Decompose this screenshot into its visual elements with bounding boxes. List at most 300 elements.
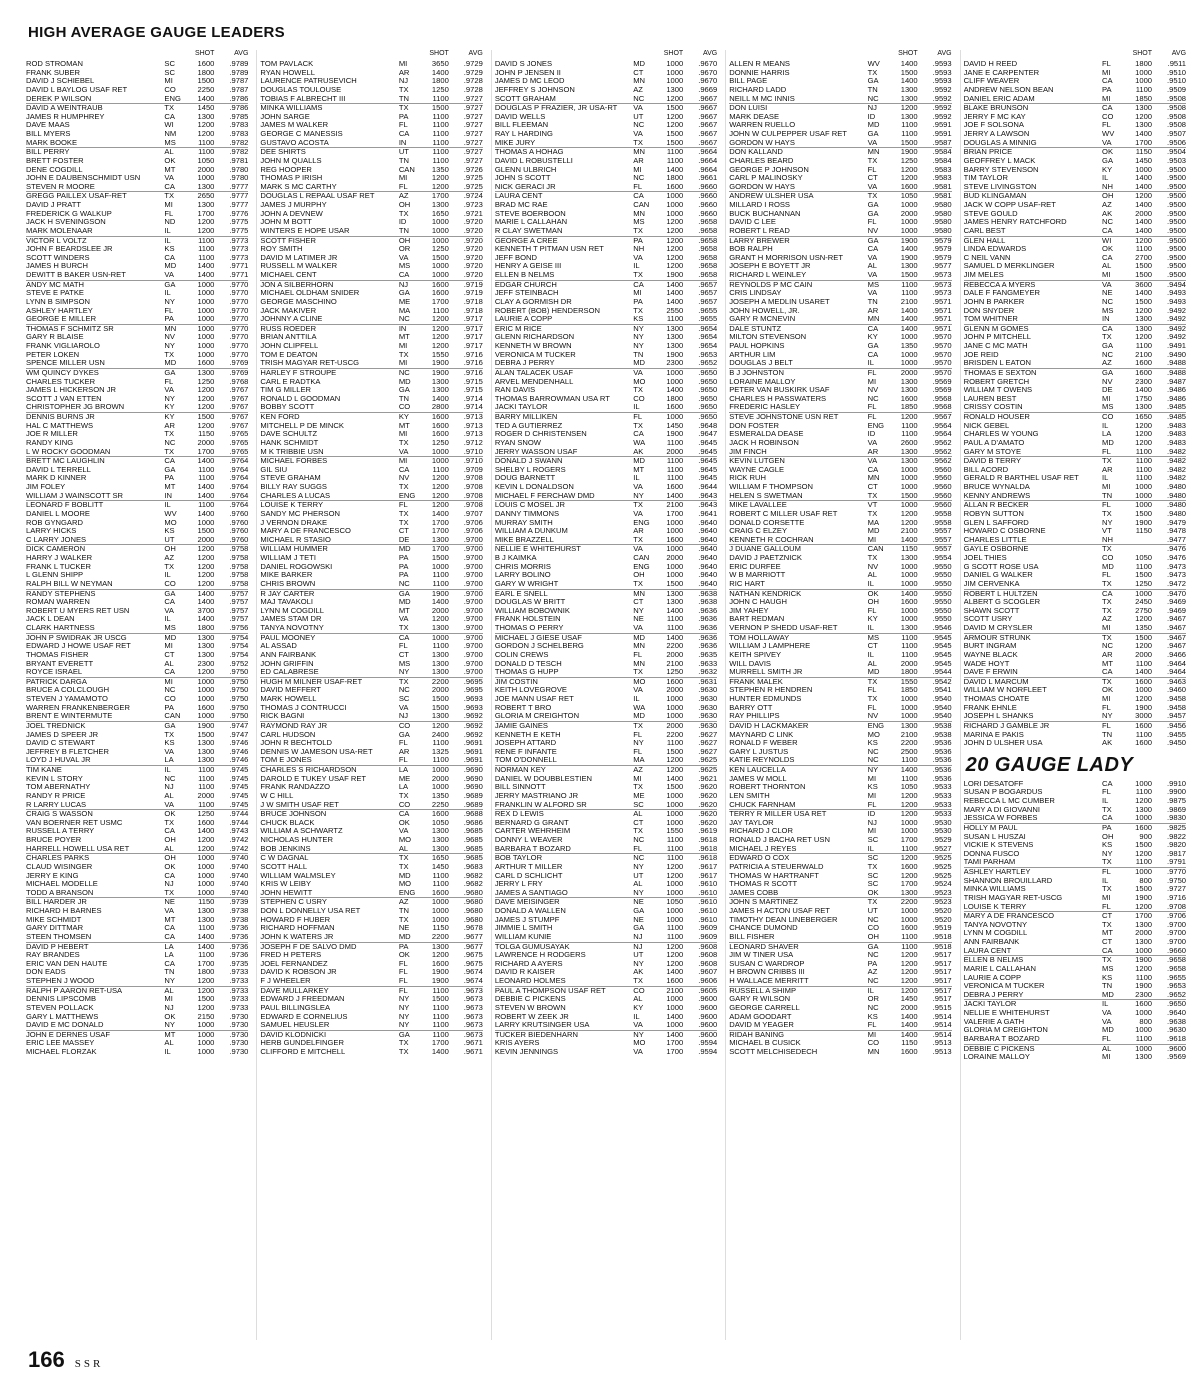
shot-count: 1200 — [431, 720, 449, 730]
average: .9693 — [463, 702, 483, 712]
state: VA — [164, 605, 174, 615]
shot-count: 1700 — [431, 544, 449, 554]
average: .9583 — [932, 164, 952, 174]
shooter-name: H WALLACE MERRITT — [729, 977, 809, 985]
shooter-name: VAN BOERNER RET USMC — [26, 818, 123, 827]
shooter-name: CRIS LINDSAY — [729, 289, 782, 298]
shot-count: 1200 — [1135, 305, 1153, 315]
table-row — [260, 827, 482, 836]
state: AR — [867, 305, 879, 315]
shot-count: 1000 — [900, 614, 918, 624]
shot-count: 1000 — [1135, 778, 1153, 788]
shot-count: 1100 — [1135, 972, 1153, 982]
shot-count: 1000 — [900, 702, 918, 712]
average: .9643 — [698, 500, 718, 510]
shooter-name: HUNTER EDMUNDS — [729, 695, 802, 703]
shot-count: 1450 — [666, 420, 684, 430]
average: .9770 — [229, 314, 249, 324]
state: NC — [867, 755, 879, 765]
state: GA — [867, 235, 879, 245]
table-row — [26, 289, 248, 298]
state: OH — [164, 835, 176, 844]
average: .9730 — [229, 1029, 249, 1039]
table-row — [260, 960, 482, 969]
table-row — [260, 307, 482, 316]
state: MT — [164, 164, 176, 174]
table-row — [729, 695, 951, 704]
state: MD — [164, 358, 177, 368]
table-row — [26, 174, 248, 183]
average: .9620 — [698, 817, 718, 827]
shot-count: 1000 — [197, 1020, 215, 1030]
table-row — [26, 403, 248, 413]
shooter-name: TOM E DEATON — [260, 350, 318, 359]
shot-count: 1000 — [431, 261, 449, 271]
shooter-name: DANIEL ROGOWSKI — [260, 562, 333, 571]
average: .9729 — [463, 67, 483, 77]
shot-count: 1250 — [900, 155, 918, 165]
average: .9482 — [1167, 464, 1187, 474]
state: CO — [633, 393, 645, 403]
state: MI — [633, 288, 642, 298]
table-row — [26, 554, 248, 563]
state: TX — [398, 103, 409, 113]
shot-count: 1000 — [197, 711, 215, 721]
shot-count: 1300 — [197, 755, 215, 765]
average: .9571 — [932, 296, 952, 306]
shooter-name: RUSSELL M WALKER — [260, 262, 338, 271]
table-row — [495, 704, 717, 713]
shot-count: 1500 — [197, 729, 215, 739]
average: .9560 — [932, 482, 952, 491]
table-row — [26, 907, 248, 916]
table-row — [964, 731, 1186, 740]
average: .9685 — [463, 853, 483, 863]
table-row — [495, 678, 717, 687]
average: .9745 — [229, 765, 249, 774]
shot-count: 1100 — [432, 93, 449, 103]
average: .9560 — [932, 500, 952, 510]
average: .9460 — [1167, 685, 1187, 695]
state: AK — [633, 446, 644, 456]
shooter-name: JERRY MASTRIANO JR — [494, 791, 579, 800]
table-row — [495, 872, 717, 881]
average: .9692 — [463, 729, 483, 739]
shooter-name: SHAWN SCOTT — [963, 606, 1020, 615]
state: AZ — [633, 765, 643, 774]
table-row — [495, 298, 717, 307]
shooter-name: DAVID J PRATT — [26, 201, 81, 209]
shooter-name: STEVE JOHNSTONE USN RET — [729, 413, 839, 421]
shooter-name: DALE F FANGMEYER — [963, 289, 1040, 298]
shooter-name: TANYA NOVOTNY — [963, 920, 1028, 929]
average: .9730 — [229, 1038, 249, 1048]
table-row — [26, 590, 248, 599]
table-row — [495, 227, 717, 237]
shot-count: 2200 — [431, 676, 449, 686]
shooter-name: MITCHELL P DE MINCK — [260, 421, 344, 430]
state: IL — [164, 235, 171, 245]
table-row — [260, 139, 482, 149]
shooter-name: DAVID L BAYLOG USAF RET — [26, 85, 128, 94]
state: IL — [1102, 420, 1109, 430]
table-row — [495, 457, 717, 466]
table-row — [26, 139, 248, 149]
table-row — [260, 262, 482, 271]
table-row — [964, 1053, 1186, 1062]
shot-count: 1000 — [1135, 76, 1153, 86]
state: TX — [398, 861, 409, 871]
shot-count: 900 — [1139, 831, 1153, 841]
state: NC — [398, 578, 410, 588]
shot-count: 1100 — [901, 632, 918, 642]
table-row — [260, 413, 482, 422]
shot-count: 1200 — [197, 667, 215, 677]
shot-count: 1150 — [198, 429, 215, 439]
average: .9670 — [698, 67, 718, 77]
shooter-name: CRISSY COSTIN — [963, 403, 1023, 412]
shooter-name: RYAN HOWELL — [260, 68, 315, 77]
column-header — [964, 50, 1186, 60]
state: TN — [398, 155, 409, 165]
shooter-name: JEFFREY S JOHNSON — [494, 85, 575, 94]
table-row — [964, 254, 1186, 263]
table-row — [729, 210, 951, 219]
shooter-name: RENE F INFANTE — [494, 747, 557, 756]
shot-count: 2100 — [900, 729, 918, 739]
shot-count: 1400 — [900, 76, 918, 86]
shot-count: 2100 — [666, 500, 684, 510]
table-row — [495, 792, 717, 801]
state: AL — [633, 809, 643, 819]
state: MT — [164, 1029, 176, 1039]
shot-count: 2450 — [1135, 597, 1153, 607]
average: .9669 — [698, 84, 718, 94]
state: FL — [398, 985, 408, 995]
shot-count: 2100 — [666, 985, 684, 995]
table-row — [260, 1048, 482, 1057]
state: NV — [867, 225, 879, 235]
table-row — [260, 872, 482, 881]
state: CT — [398, 649, 409, 659]
state: TX — [398, 1038, 409, 1048]
table-row — [964, 921, 1186, 930]
table-row — [495, 210, 717, 219]
shot-header: SHOT — [1132, 50, 1153, 57]
table-row — [260, 148, 482, 157]
state: VA — [1102, 137, 1112, 147]
shot-count: 1300 — [900, 376, 918, 386]
shooter-name: DONALD CORSETTE — [729, 518, 805, 527]
average: .9678 — [463, 923, 483, 933]
average: .9750 — [229, 667, 249, 677]
state: MA — [398, 305, 411, 315]
state: UT — [633, 870, 644, 880]
shooter-name: LEONARD F BOBLITT — [26, 501, 104, 510]
shooter-name: JERRY A LAWSON — [963, 130, 1030, 138]
shooter-name: M K TRIBBIE USN — [260, 447, 324, 456]
average: .9746 — [229, 755, 249, 765]
average: .9689 — [463, 790, 483, 800]
state: CAN — [164, 711, 181, 721]
table-row — [729, 863, 951, 872]
state: NV — [867, 711, 879, 721]
shot-count: 1200 — [197, 553, 215, 562]
table-row — [495, 342, 717, 351]
state: MS — [164, 137, 176, 147]
shot-count: 1400 — [666, 773, 684, 783]
table-row — [964, 695, 1186, 704]
average: .9686 — [463, 817, 483, 827]
state: NJ — [164, 782, 174, 792]
average: .9527 — [932, 843, 952, 853]
state: WV — [164, 508, 177, 518]
shooter-name: KENNY ANDREWS — [963, 491, 1031, 500]
shooter-name: JOEL THIES — [963, 554, 1007, 562]
shooter-name: RAYMOND RAY JR — [260, 721, 328, 730]
average: .9770 — [229, 341, 249, 350]
table-row — [260, 77, 482, 86]
table-row — [26, 430, 248, 439]
state: TX — [398, 517, 409, 527]
state: NC — [633, 93, 645, 103]
table-row — [495, 157, 717, 166]
shot-count: 1350 — [431, 790, 449, 800]
table-row — [495, 907, 717, 916]
state: CA — [867, 244, 879, 254]
shot-count: 1700 — [666, 508, 684, 518]
average: .9660 — [698, 181, 718, 191]
shot-count: 1200 — [197, 578, 215, 588]
average: .9635 — [698, 649, 718, 659]
average: .9667 — [698, 129, 718, 138]
shooter-name: DAVID MEFFERT — [260, 686, 321, 695]
shot-count: 1400 — [197, 270, 215, 279]
shot-count: 1800 — [666, 173, 684, 183]
table-row — [26, 863, 248, 872]
state: MI — [1102, 694, 1111, 703]
average: .9770 — [229, 288, 249, 298]
state: TX — [398, 437, 409, 447]
average: .9700 — [463, 578, 483, 588]
average: .9523 — [932, 897, 952, 907]
shooter-name: LOUIS C MOSEL JR — [494, 501, 565, 510]
shot-count: 1300 — [431, 534, 449, 544]
shooter-name: RICK BAGNI — [260, 712, 305, 721]
table-row — [729, 624, 951, 634]
shot-count: 1300 — [900, 84, 918, 94]
shooter-name: MICHAEL J GIESE USAF — [494, 633, 582, 642]
average: .9477 — [1167, 534, 1187, 544]
average: .9719 — [463, 279, 483, 289]
table-row — [964, 912, 1186, 921]
table-row — [964, 624, 1186, 634]
shot-count: 1100 — [1135, 464, 1153, 474]
state: CA — [164, 667, 175, 677]
state: MI — [1102, 482, 1111, 491]
average: .9720 — [463, 217, 483, 227]
shooter-name: DEBRA J PERRY — [963, 990, 1024, 999]
shooter-name: JAMES R HUMPHREY — [26, 112, 105, 121]
table-row — [26, 739, 248, 748]
average: .9677 — [463, 931, 483, 941]
state: MA — [633, 755, 645, 765]
shooter-name: DONNIE HARRIS — [729, 68, 790, 77]
shooter-name: RALPH P AARON RET-USA — [26, 986, 123, 995]
table-row — [26, 254, 248, 263]
state: MI — [164, 676, 173, 686]
shooter-name: ANDY MC MATH — [26, 280, 84, 289]
table-row — [26, 218, 248, 227]
shooter-name: STEVEN POLLACK — [26, 1003, 94, 1012]
table-row — [729, 642, 951, 651]
average: .9536 — [932, 773, 952, 783]
state: TX — [398, 914, 409, 924]
shooter-name: MARK BOOKE — [26, 138, 78, 147]
shooter-name: LAUREN BEST — [963, 394, 1017, 403]
shot-count: 1900 — [1135, 517, 1153, 527]
shot-count: 1500 — [666, 137, 684, 147]
state: NY — [398, 1011, 410, 1021]
shot-count: 1100 — [666, 614, 684, 624]
average: .9631 — [698, 676, 718, 686]
state: CA — [1102, 103, 1113, 113]
shot-count: 1000 — [1135, 1025, 1153, 1035]
shot-count: 1000 — [666, 887, 684, 897]
table-row — [729, 1031, 951, 1040]
state: IL — [1102, 473, 1109, 483]
table-row — [26, 563, 248, 572]
state: NC — [867, 393, 879, 403]
average: .9571 — [932, 305, 952, 315]
shooter-name: ARMOUR STRUNK — [963, 633, 1031, 642]
shooter-name: TIM TAYLOR — [963, 174, 1008, 183]
shot-count: 1250 — [197, 376, 215, 386]
state: TX — [1102, 955, 1112, 965]
shot-count: 2650 — [197, 191, 215, 201]
average: .9636 — [698, 641, 718, 651]
shot-count: 1350 — [431, 164, 449, 174]
shooter-name: JAMES H BURCH — [26, 262, 89, 271]
average: .9717 — [463, 332, 483, 342]
shooter-name: THOMAS R SCOTT — [729, 880, 798, 889]
state: MI — [867, 773, 877, 783]
average: .9770 — [229, 332, 249, 342]
table-row — [495, 563, 717, 572]
shot-count: 1200 — [900, 853, 918, 863]
state: FL — [1102, 570, 1111, 580]
average: .9820 — [1167, 840, 1187, 850]
average: .9594 — [698, 1038, 718, 1048]
state: AZ — [398, 897, 409, 907]
state: AZ — [633, 84, 643, 94]
average: .9713 — [463, 412, 483, 421]
state: CA — [398, 809, 410, 819]
shot-count: 1100 — [901, 755, 918, 765]
state: OH — [1102, 191, 1114, 201]
average: .9636 — [698, 605, 718, 615]
shot-count: 1200 — [900, 508, 918, 518]
average: .9735 — [229, 958, 249, 968]
shooter-name: JAMIE GAINES — [494, 721, 548, 730]
shot-count: 1400 — [666, 1029, 684, 1039]
table-row — [260, 448, 482, 458]
shot-count: 1400 — [1135, 181, 1153, 191]
state: MA — [867, 517, 880, 527]
shot-count: 1600 — [900, 923, 918, 933]
shooter-name: CHUCK BLACK — [260, 818, 315, 827]
shooter-name: JOHN F BEARDSLEE JR — [26, 245, 113, 254]
shot-count: 1100 — [432, 155, 449, 165]
average: .9608 — [698, 941, 718, 951]
average: .9719 — [463, 288, 483, 298]
table-row — [729, 686, 951, 695]
table-row — [495, 378, 717, 387]
shot-count: 1100 — [666, 155, 684, 165]
table-row — [260, 325, 482, 334]
table-row — [495, 580, 717, 590]
state: VA — [633, 103, 643, 113]
table-row — [260, 359, 482, 369]
state: VA — [164, 385, 174, 395]
average: .9768 — [229, 376, 249, 386]
table-row — [495, 95, 717, 105]
average: .9600 — [698, 1002, 718, 1012]
state: CA — [1102, 945, 1113, 955]
shooter-name: FRANK EHNLE — [963, 703, 1017, 712]
state: CA — [164, 597, 175, 607]
average: .9720 — [463, 244, 483, 254]
shooter-name: TOM HOLLAWAY — [729, 633, 790, 642]
state: ID — [867, 429, 876, 439]
column-header — [495, 50, 717, 60]
shot-count: 1100 — [432, 879, 449, 889]
table-row — [260, 590, 482, 599]
table-row — [495, 775, 717, 784]
shooter-name: DANIEL ERIC ADAM — [963, 94, 1035, 103]
shot-count: 1200 — [197, 985, 215, 995]
average: .9727 — [463, 147, 483, 157]
shot-count: 1700 — [1135, 911, 1153, 921]
table-row — [964, 492, 1186, 502]
shooter-name: JEFFREY B FLETCHER — [26, 747, 109, 756]
state: PA — [867, 958, 878, 968]
shooter-name: TOM ABERNATHY — [26, 783, 91, 792]
average: .9758 — [229, 578, 249, 588]
shooter-name: BRAD MC RAE — [494, 201, 548, 209]
state: GA — [867, 941, 879, 951]
table-row — [26, 325, 248, 334]
average: .9733 — [229, 985, 249, 995]
shooter-name: DAVID J SCHIEBEL — [26, 77, 95, 86]
shooter-name: GERALD R BARTHEL USAF RET — [963, 474, 1079, 483]
shot-count: 1000 — [197, 296, 215, 306]
table-row — [260, 281, 482, 290]
state: MO — [164, 517, 177, 527]
state: CO — [164, 84, 176, 94]
shot-count: 3700 — [197, 605, 215, 615]
shooter-name: TIM G MILLER — [260, 386, 312, 395]
table-row — [26, 722, 248, 731]
state: FL — [867, 367, 877, 377]
state: KS — [1102, 840, 1113, 850]
table-row — [964, 245, 1186, 254]
state: FL — [398, 755, 408, 765]
shot-count: 1600 — [1135, 720, 1153, 730]
shot-count: 1200 — [197, 225, 215, 235]
shooter-name: CHARLES A LUCAS — [260, 491, 331, 500]
average: .9781 — [229, 155, 249, 165]
